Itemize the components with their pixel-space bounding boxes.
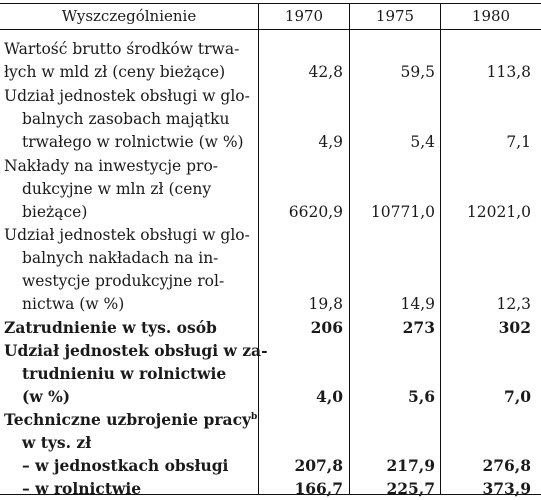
value-1975: 273	[402, 318, 435, 337]
value-1980: 302	[498, 318, 531, 337]
value-1975: 225,7	[386, 479, 435, 498]
row-label-line: trudnieniu w rolnictwie	[22, 364, 227, 383]
value-1975: 217,9	[386, 456, 435, 475]
value-1975: 10771,0	[370, 203, 435, 221]
table-row	[0, 85, 541, 154]
value-1975: 5,6	[408, 387, 435, 406]
row-label	[4, 85, 256, 154]
row-label-line: dukcyjne w mln zł (ceny	[22, 180, 212, 198]
table-row	[0, 339, 541, 408]
row-label	[4, 316, 256, 339]
value-1980: 373,9	[482, 479, 531, 498]
value-1975: 14,9	[400, 295, 435, 313]
value-1970: 19,8	[308, 295, 343, 313]
row-label-line: – w jednostkach obsługi	[22, 456, 229, 475]
header-year-1975: 1975	[375, 7, 415, 25]
value-1970: 4,0	[316, 387, 343, 406]
row-label	[4, 454, 256, 477]
row-label-line: Udział jednostek obsługi w za-	[4, 341, 268, 360]
row-label	[4, 155, 256, 224]
value-1975: 59,5	[400, 63, 435, 81]
value-1980: 7,1	[506, 133, 531, 151]
value-1980: 7,0	[504, 387, 531, 406]
row-label-line: Nakłady na inwestycje pro-	[4, 157, 219, 175]
row-label-line: Techniczne uzbrojenie pracy$^b$	[4, 410, 258, 429]
row-label	[4, 339, 268, 408]
value-1970: 166,7	[294, 479, 343, 498]
value-1980: 12021,0	[466, 203, 531, 221]
row-label-line: bieżące)	[22, 203, 88, 221]
row-label-line: balnych zasobach majątku	[22, 110, 230, 128]
header-year-1970: 1970	[284, 7, 324, 25]
value-1970: 207,8	[294, 456, 343, 475]
header-year-1980: 1980	[471, 7, 511, 25]
row-label-line: – w rolnictwie	[22, 479, 142, 498]
row-label-line: Zatrudnienie w tys. osób	[4, 318, 217, 337]
row-label-line: trwałego w rolnictwie (w %)	[22, 133, 244, 151]
table-row	[0, 38, 541, 84]
row-label	[4, 408, 256, 454]
row-label-line: Udział jednostek obsługi w glo-	[4, 87, 250, 105]
value-1970: 4,9	[318, 133, 343, 151]
row-label-line: balnych nakładach na in-	[22, 249, 219, 267]
row-label	[4, 224, 256, 316]
footnote-mark: b	[251, 411, 258, 422]
value-1970: 206	[310, 318, 343, 337]
row-label-line: nictwa (w %)	[22, 295, 125, 313]
table-row	[0, 155, 541, 224]
row-label-line: łych w mld zł (ceny bieżące)	[4, 63, 226, 81]
row-label-line: Wartość brutto środków trwa-	[4, 40, 240, 58]
header-rule	[0, 29, 541, 30]
value-1980: 276,8	[482, 456, 531, 475]
table-row	[0, 454, 541, 477]
header-label: Wyszczególnienie	[61, 7, 197, 25]
table-row	[0, 316, 541, 339]
value-1970: 42,8	[308, 63, 343, 81]
row-label-line: Udział jednostek obsługi w glo-	[4, 226, 250, 244]
value-1980: 12,3	[496, 295, 531, 313]
table-row	[0, 224, 541, 316]
row-label-line: w tys. zł	[22, 433, 92, 452]
top-rule	[0, 3, 541, 4]
row-label-line: (w %)	[22, 387, 71, 406]
row-label-line: westycje produkcyjne rol-	[22, 272, 225, 290]
table-row	[0, 408, 541, 454]
value-1980: 113,8	[486, 63, 531, 81]
row-label	[4, 38, 256, 84]
value-1970: 6620,9	[288, 203, 343, 221]
value-1975: 5,4	[410, 133, 435, 151]
